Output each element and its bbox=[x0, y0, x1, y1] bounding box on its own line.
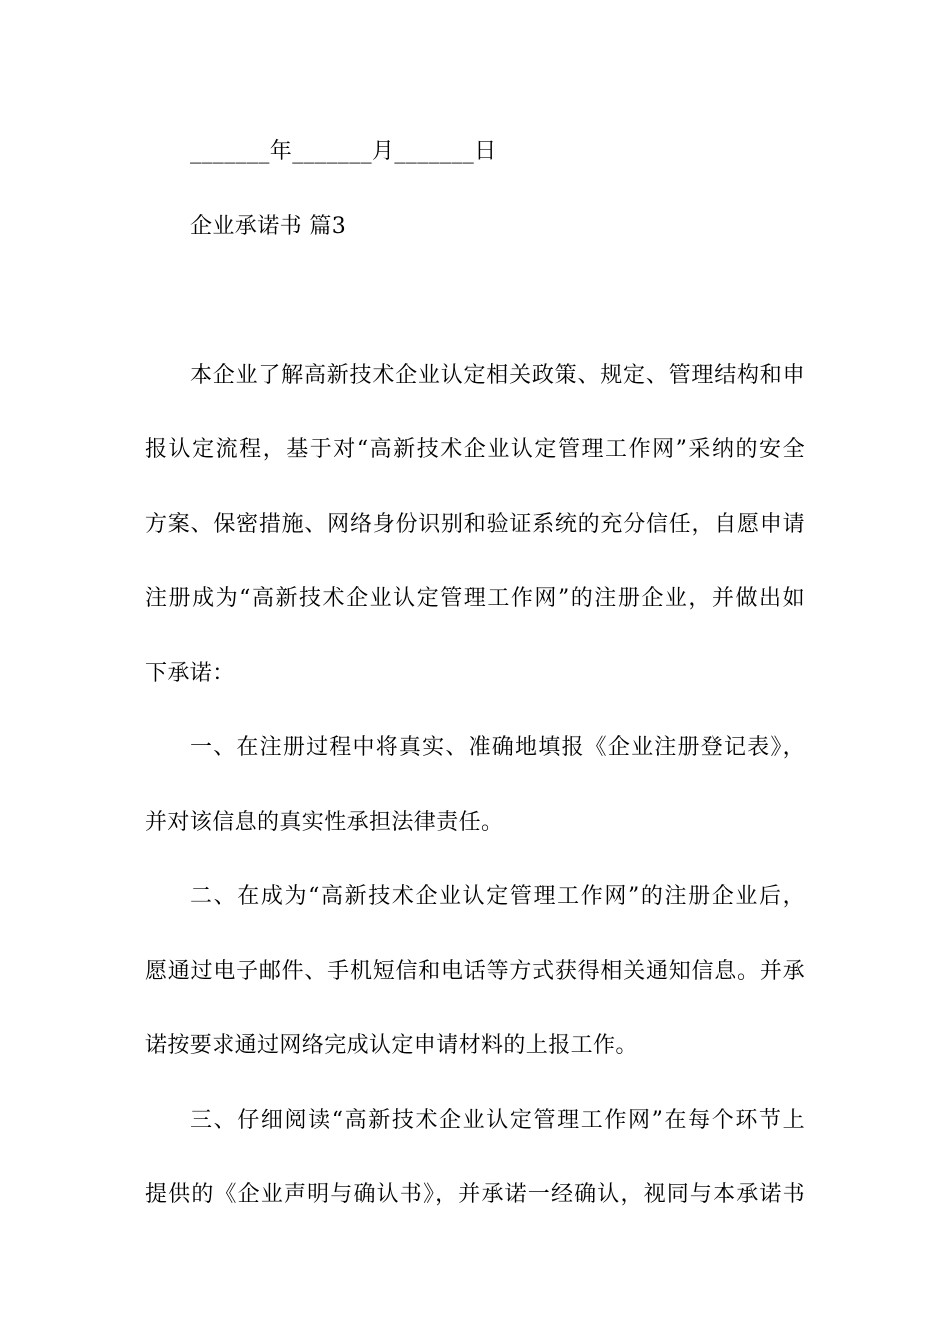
date-line: _______年_______月_______日 bbox=[190, 139, 497, 164]
paragraph-line: 下承诺： bbox=[145, 661, 235, 686]
paragraph-line: 本企业了解高新技术企业认定相关政策、规定、管理结构和申 bbox=[190, 363, 805, 388]
paragraph-line: 提供的《企业声明与确认书》，并承诺一经确认，视同与本承诺书 bbox=[145, 1182, 805, 1207]
paragraph-line: 愿通过电子邮件、手机短信和电话等方式获得相关通知信息。并承 bbox=[145, 959, 805, 984]
paragraph-line: 报认定流程，基于对“高新技术企业认定管理工作网”采纳的安全 bbox=[145, 437, 805, 462]
paragraph-line: 二、在成为“高新技术企业认定管理工作网”的注册企业后， bbox=[190, 884, 805, 909]
paragraph-line: 诺按要求通过网络完成认定申请材料的上报工作。 bbox=[145, 1033, 638, 1058]
paragraph-line: 一、在注册过程中将真实、准确地填报《企业注册登记表》， bbox=[190, 735, 805, 760]
paragraph-line: 方案、保密措施、网络身份识别和验证系统的充分信任，自愿申请 bbox=[145, 512, 805, 537]
paragraph-line: 注册成为“高新技术企业认定管理工作网”的注册企业，并做出如 bbox=[145, 586, 805, 611]
paragraph-line: 三、仔细阅读“高新技术企业认定管理工作网”在每个环节上 bbox=[190, 1108, 805, 1133]
section-title: 企业承诺书 篇3 bbox=[190, 214, 347, 239]
paragraph-line: 并对该信息的真实性承担法律责任。 bbox=[145, 810, 504, 835]
